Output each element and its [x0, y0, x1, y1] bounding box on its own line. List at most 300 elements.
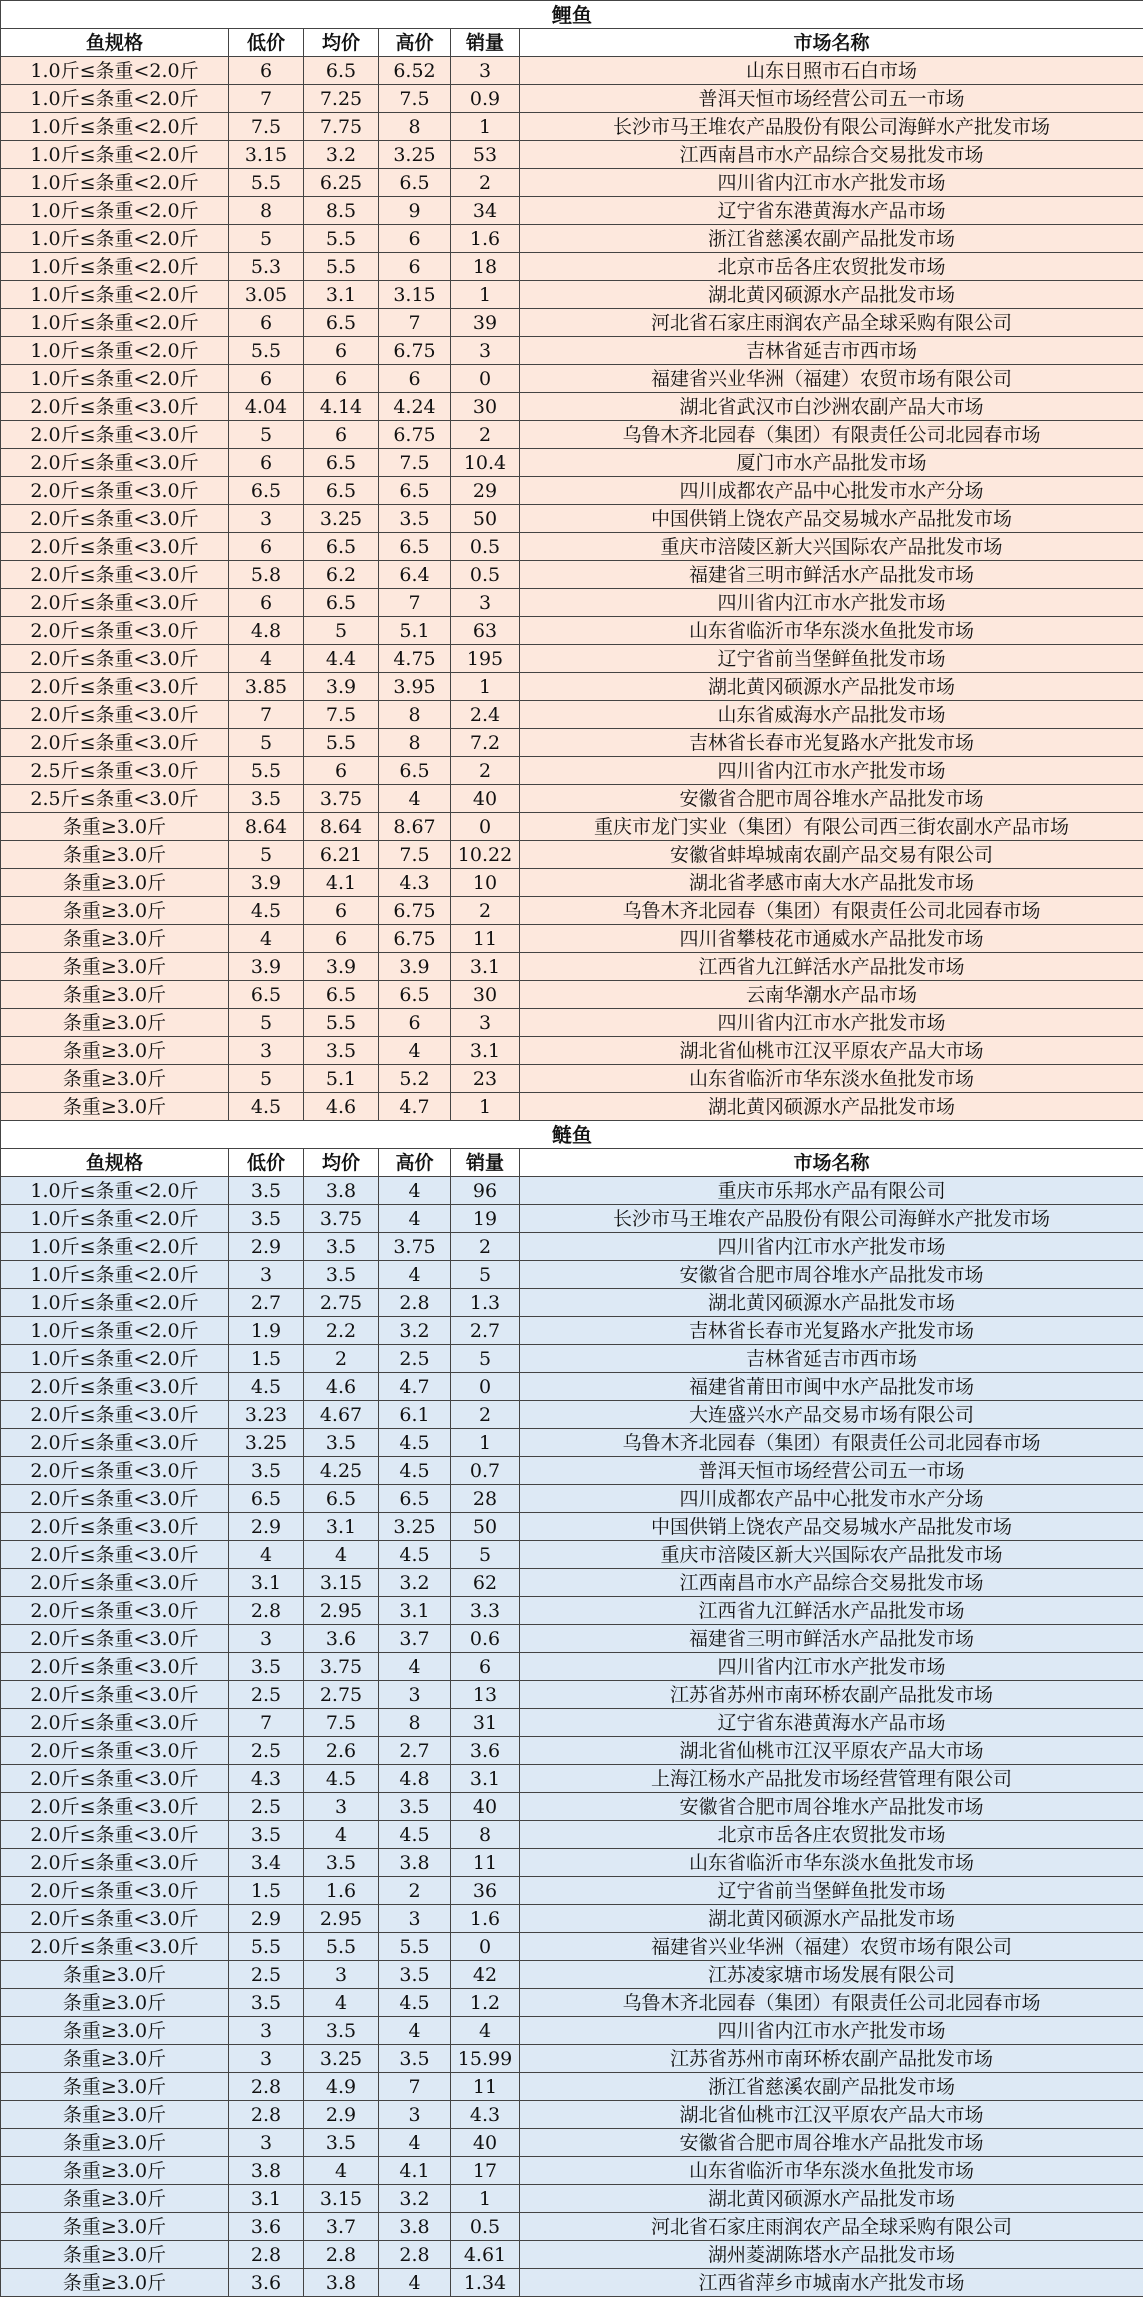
volume-cell: 23 — [451, 1065, 520, 1093]
volume-cell: 10.22 — [451, 841, 520, 869]
high-price-cell: 4.8 — [379, 1765, 451, 1793]
volume-cell: 8 — [451, 1821, 520, 1849]
table-row — [1, 197, 1143, 225]
spec-cell: 2.0斤≤条重<3.0斤 — [1, 1737, 229, 1765]
low-price-cell: 5 — [229, 225, 304, 253]
table-row — [1, 1345, 1143, 1373]
high-price-cell: 4 — [379, 2017, 451, 2045]
table-row — [1, 1541, 1143, 1569]
avg-price-cell: 3.8 — [304, 1177, 379, 1205]
market-name-cell: 江苏省苏州市南环桥农副产品批发市场 — [520, 1681, 1143, 1709]
avg-price-cell: 6.5 — [304, 449, 379, 477]
high-price-cell: 4.24 — [379, 393, 451, 421]
table-row — [1, 505, 1143, 533]
spec-cell: 条重≥3.0斤 — [1, 841, 229, 869]
low-price-cell: 2.9 — [229, 1513, 304, 1541]
table-row — [1, 85, 1143, 113]
spec-cell: 2.0斤≤条重<3.0斤 — [1, 617, 229, 645]
market-name-cell: 四川省攀枝花市通威水产品批发市场 — [520, 925, 1143, 953]
spec-cell: 条重≥3.0斤 — [1, 1093, 229, 1121]
high-price-cell: 6.5 — [379, 757, 451, 785]
low-price-cell: 3 — [229, 2129, 304, 2157]
table-row — [1, 2129, 1143, 2157]
high-price-cell: 3.25 — [379, 1513, 451, 1541]
spec-cell: 2.0斤≤条重<3.0斤 — [1, 1681, 229, 1709]
high-price-cell: 6.75 — [379, 337, 451, 365]
avg-price-cell: 3.5 — [304, 2017, 379, 2045]
market-name-cell: 四川省内江市水产批发市场 — [520, 1233, 1143, 1261]
spec-cell: 2.0斤≤条重<3.0斤 — [1, 1933, 229, 1961]
spec-cell: 2.0斤≤条重<3.0斤 — [1, 1401, 229, 1429]
high-price-cell: 3.15 — [379, 281, 451, 309]
market-name-cell: 湖北省仙桃市江汉平原农产品大市场 — [520, 1037, 1143, 1065]
table-row — [1, 57, 1143, 85]
high-price-cell: 6.75 — [379, 925, 451, 953]
low-price-cell: 3.5 — [229, 1457, 304, 1485]
market-name-cell: 江苏省苏州市南环桥农副产品批发市场 — [520, 2045, 1143, 2073]
header-volume: 销量 — [451, 29, 520, 57]
low-price-cell: 5 — [229, 1009, 304, 1037]
spec-cell: 1.0斤≤条重<2.0斤 — [1, 1317, 229, 1345]
volume-cell: 1 — [451, 673, 520, 701]
high-price-cell: 2.8 — [379, 1289, 451, 1317]
low-price-cell: 6 — [229, 309, 304, 337]
table-row — [1, 449, 1143, 477]
table-row — [1, 1233, 1143, 1261]
avg-price-cell: 3.1 — [304, 1513, 379, 1541]
spec-cell: 2.0斤≤条重<3.0斤 — [1, 1793, 229, 1821]
table-row — [1, 1849, 1143, 1877]
spec-cell: 条重≥3.0斤 — [1, 2017, 229, 2045]
section-title: 鲤鱼 — [1, 1, 1143, 29]
section-title-row — [1, 1, 1143, 29]
high-price-cell: 3.2 — [379, 1317, 451, 1345]
market-name-cell: 乌鲁木齐北园春（集团）有限责任公司北园春市场 — [520, 421, 1143, 449]
high-price-cell: 4 — [379, 1037, 451, 1065]
avg-price-cell: 6.5 — [304, 981, 379, 1009]
volume-cell: 19 — [451, 1205, 520, 1233]
table-row — [1, 1177, 1143, 1205]
volume-cell: 40 — [451, 2129, 520, 2157]
spec-cell: 1.0斤≤条重<2.0斤 — [1, 309, 229, 337]
high-price-cell: 4 — [379, 1177, 451, 1205]
volume-cell: 0 — [451, 813, 520, 841]
low-price-cell: 5.5 — [229, 757, 304, 785]
market-name-cell: 重庆市乐邦水产品有限公司 — [520, 1177, 1143, 1205]
header-volume: 销量 — [451, 1149, 520, 1177]
avg-price-cell: 6.25 — [304, 169, 379, 197]
spec-cell: 条重≥3.0斤 — [1, 2101, 229, 2129]
market-name-cell: 安徽省合肥市周谷堆水产品批发市场 — [520, 785, 1143, 813]
high-price-cell: 6.75 — [379, 897, 451, 925]
market-name-cell: 大连盛兴水产品交易市场有限公司 — [520, 1401, 1143, 1429]
table-row — [1, 673, 1143, 701]
market-name-cell: 河北省石家庄雨润农产品全球采购有限公司 — [520, 309, 1143, 337]
volume-cell: 10 — [451, 869, 520, 897]
spec-cell: 2.0斤≤条重<3.0斤 — [1, 589, 229, 617]
avg-price-cell: 4.6 — [304, 1093, 379, 1121]
spec-cell: 2.0斤≤条重<3.0斤 — [1, 561, 229, 589]
low-price-cell: 4 — [229, 1541, 304, 1569]
low-price-cell: 3.9 — [229, 869, 304, 897]
low-price-cell: 2.7 — [229, 1289, 304, 1317]
avg-price-cell: 5.5 — [304, 253, 379, 281]
low-price-cell: 6 — [229, 449, 304, 477]
high-price-cell: 5.2 — [379, 1065, 451, 1093]
volume-cell: 50 — [451, 1513, 520, 1541]
volume-cell: 1 — [451, 2185, 520, 2213]
avg-price-cell: 4.5 — [304, 1765, 379, 1793]
volume-cell: 11 — [451, 925, 520, 953]
table-row — [1, 897, 1143, 925]
high-price-cell: 4.75 — [379, 645, 451, 673]
market-name-cell: 江苏凌家塘市场发展有限公司 — [520, 1961, 1143, 1989]
low-price-cell: 7 — [229, 85, 304, 113]
avg-price-cell: 3.15 — [304, 2185, 379, 2213]
spec-cell: 条重≥3.0斤 — [1, 1009, 229, 1037]
high-price-cell: 4 — [379, 1205, 451, 1233]
low-price-cell: 7 — [229, 701, 304, 729]
avg-price-cell: 2.75 — [304, 1289, 379, 1317]
market-name-cell: 重庆市龙门实业（集团）有限公司西三街农副水产品市场 — [520, 813, 1143, 841]
high-price-cell: 3.5 — [379, 2045, 451, 2073]
market-name-cell: 上海江杨水产品批发市场经营管理有限公司 — [520, 1765, 1143, 1793]
table-row — [1, 1261, 1143, 1289]
market-name-cell: 山东省临沂市华东淡水鱼批发市场 — [520, 617, 1143, 645]
market-name-cell: 湖北黄冈硕源水产品批发市场 — [520, 1289, 1143, 1317]
volume-cell: 96 — [451, 1177, 520, 1205]
high-price-cell: 4 — [379, 2269, 451, 2297]
high-price-cell: 6.5 — [379, 981, 451, 1009]
spec-cell: 2.0斤≤条重<3.0斤 — [1, 1373, 229, 1401]
spec-cell: 2.5斤≤条重<3.0斤 — [1, 757, 229, 785]
avg-price-cell: 3.2 — [304, 141, 379, 169]
market-name-cell: 吉林省长春市光复路水产批发市场 — [520, 729, 1143, 757]
spec-cell: 1.0斤≤条重<2.0斤 — [1, 365, 229, 393]
market-name-cell: 四川成都农产品中心批发市水产分场 — [520, 1485, 1143, 1513]
market-name-cell: 江西省萍乡市城南水产批发市场 — [520, 2269, 1143, 2297]
volume-cell: 10.4 — [451, 449, 520, 477]
volume-cell: 13 — [451, 1681, 520, 1709]
market-name-cell: 湖北省仙桃市江汉平原农产品大市场 — [520, 2101, 1143, 2129]
table-row — [1, 1457, 1143, 1485]
table-row — [1, 841, 1143, 869]
spec-cell: 2.0斤≤条重<3.0斤 — [1, 1457, 229, 1485]
avg-price-cell: 3.7 — [304, 2213, 379, 2241]
high-price-cell: 3 — [379, 2101, 451, 2129]
spec-cell: 2.5斤≤条重<3.0斤 — [1, 785, 229, 813]
low-price-cell: 2.8 — [229, 2101, 304, 2129]
volume-cell: 0 — [451, 1933, 520, 1961]
low-price-cell: 3 — [229, 505, 304, 533]
high-price-cell: 3.9 — [379, 953, 451, 981]
low-price-cell: 2.8 — [229, 1597, 304, 1625]
volume-cell: 53 — [451, 141, 520, 169]
volume-cell: 4.61 — [451, 2241, 520, 2269]
volume-cell: 1.34 — [451, 2269, 520, 2297]
market-name-cell: 云南华潮水产品市场 — [520, 981, 1143, 1009]
high-price-cell: 3 — [379, 1905, 451, 1933]
low-price-cell: 3.6 — [229, 2269, 304, 2297]
volume-cell: 7.2 — [451, 729, 520, 757]
high-price-cell: 8.67 — [379, 813, 451, 841]
header-high-price: 高价 — [379, 1149, 451, 1177]
table-row — [1, 169, 1143, 197]
avg-price-cell: 3.5 — [304, 2129, 379, 2157]
low-price-cell: 6 — [229, 533, 304, 561]
avg-price-cell: 3.5 — [304, 1261, 379, 1289]
avg-price-cell: 3.8 — [304, 2269, 379, 2297]
spec-cell: 1.0斤≤条重<2.0斤 — [1, 141, 229, 169]
header-spec: 鱼规格 — [1, 29, 229, 57]
volume-cell: 18 — [451, 253, 520, 281]
spec-cell: 条重≥3.0斤 — [1, 897, 229, 925]
high-price-cell: 3.5 — [379, 1793, 451, 1821]
table-row — [1, 253, 1143, 281]
spec-cell: 条重≥3.0斤 — [1, 953, 229, 981]
table-row — [1, 365, 1143, 393]
high-price-cell: 4.7 — [379, 1373, 451, 1401]
spec-cell: 条重≥3.0斤 — [1, 2241, 229, 2269]
volume-cell: 2 — [451, 1401, 520, 1429]
table-row — [1, 2241, 1143, 2269]
avg-price-cell: 6 — [304, 421, 379, 449]
high-price-cell: 4 — [379, 785, 451, 813]
avg-price-cell: 4.25 — [304, 1457, 379, 1485]
market-name-cell: 四川省内江市水产批发市场 — [520, 1009, 1143, 1037]
spec-cell: 条重≥3.0斤 — [1, 2129, 229, 2157]
spec-cell: 2.0斤≤条重<3.0斤 — [1, 1821, 229, 1849]
table-row — [1, 589, 1143, 617]
market-name-cell: 北京市岳各庄农贸批发市场 — [520, 1821, 1143, 1849]
avg-price-cell: 4.1 — [304, 869, 379, 897]
market-name-cell: 四川成都农产品中心批发市水产分场 — [520, 477, 1143, 505]
avg-price-cell: 5 — [304, 617, 379, 645]
avg-price-cell: 3.75 — [304, 1653, 379, 1681]
avg-price-cell: 3.75 — [304, 1205, 379, 1233]
high-price-cell: 3.8 — [379, 1849, 451, 1877]
low-price-cell: 4.5 — [229, 1093, 304, 1121]
avg-price-cell: 4.4 — [304, 645, 379, 673]
volume-cell: 0.5 — [451, 533, 520, 561]
volume-cell: 42 — [451, 1961, 520, 1989]
low-price-cell: 2.8 — [229, 2073, 304, 2101]
volume-cell: 1.6 — [451, 225, 520, 253]
volume-cell: 0.6 — [451, 1625, 520, 1653]
table-row — [1, 141, 1143, 169]
avg-price-cell: 7.5 — [304, 1709, 379, 1737]
high-price-cell: 3.5 — [379, 1961, 451, 1989]
high-price-cell: 3 — [379, 1681, 451, 1709]
table-row — [1, 1793, 1143, 1821]
market-name-cell: 中国供销上饶农产品交易城水产品批发市场 — [520, 505, 1143, 533]
section-title: 鲢鱼 — [1, 1121, 1143, 1149]
avg-price-cell: 6.5 — [304, 589, 379, 617]
volume-cell: 0.9 — [451, 85, 520, 113]
high-price-cell: 8 — [379, 1709, 451, 1737]
table-row — [1, 925, 1143, 953]
table-row — [1, 1065, 1143, 1093]
spec-cell: 条重≥3.0斤 — [1, 981, 229, 1009]
volume-cell: 5 — [451, 1345, 520, 1373]
high-price-cell: 8 — [379, 701, 451, 729]
spec-cell: 条重≥3.0斤 — [1, 2269, 229, 2297]
volume-cell: 34 — [451, 197, 520, 225]
table-row — [1, 309, 1143, 337]
low-price-cell: 5 — [229, 729, 304, 757]
low-price-cell: 6.5 — [229, 1485, 304, 1513]
low-price-cell: 3.5 — [229, 1653, 304, 1681]
volume-cell: 31 — [451, 1709, 520, 1737]
market-name-cell: 湖州菱湖陈塔水产品批发市场 — [520, 2241, 1143, 2269]
volume-cell: 1.2 — [451, 1989, 520, 2017]
volume-cell: 0.7 — [451, 1457, 520, 1485]
spec-cell: 2.0斤≤条重<3.0斤 — [1, 701, 229, 729]
volume-cell: 63 — [451, 617, 520, 645]
low-price-cell: 1.5 — [229, 1877, 304, 1905]
market-name-cell: 湖北省武汉市白沙洲农副产品大市场 — [520, 393, 1143, 421]
avg-price-cell: 4 — [304, 1541, 379, 1569]
market-name-cell: 安徽省合肥市周谷堆水产品批发市场 — [520, 1261, 1143, 1289]
volume-cell: 5 — [451, 1261, 520, 1289]
table-row — [1, 561, 1143, 589]
market-name-cell: 湖北黄冈硕源水产品批发市场 — [520, 281, 1143, 309]
market-name-cell: 长沙市马王堆农产品股份有限公司海鲜水产批发市场 — [520, 113, 1143, 141]
avg-price-cell: 7.75 — [304, 113, 379, 141]
low-price-cell: 1.9 — [229, 1317, 304, 1345]
spec-cell: 1.0斤≤条重<2.0斤 — [1, 1289, 229, 1317]
avg-price-cell: 4.67 — [304, 1401, 379, 1429]
high-price-cell: 6.4 — [379, 561, 451, 589]
high-price-cell: 6.75 — [379, 421, 451, 449]
low-price-cell: 5.3 — [229, 253, 304, 281]
high-price-cell: 4 — [379, 1261, 451, 1289]
volume-cell: 2.4 — [451, 701, 520, 729]
volume-cell: 1 — [451, 1429, 520, 1457]
low-price-cell: 5 — [229, 841, 304, 869]
low-price-cell: 5.8 — [229, 561, 304, 589]
low-price-cell: 2.5 — [229, 1737, 304, 1765]
table-row — [1, 2269, 1143, 2297]
volume-cell: 17 — [451, 2157, 520, 2185]
high-price-cell: 3.95 — [379, 673, 451, 701]
table-row — [1, 1401, 1143, 1429]
avg-price-cell: 5.5 — [304, 729, 379, 757]
volume-cell: 3 — [451, 337, 520, 365]
market-name-cell: 安徽省蚌埠城南农副产品交易有限公司 — [520, 841, 1143, 869]
avg-price-cell: 2.9 — [304, 2101, 379, 2129]
low-price-cell: 3.4 — [229, 1849, 304, 1877]
market-name-cell: 乌鲁木齐北园春（集团）有限责任公司北园春市场 — [520, 1429, 1143, 1457]
avg-price-cell: 1.6 — [304, 1877, 379, 1905]
spec-cell: 2.0斤≤条重<3.0斤 — [1, 645, 229, 673]
low-price-cell: 6 — [229, 57, 304, 85]
high-price-cell: 2.7 — [379, 1737, 451, 1765]
avg-price-cell: 6.2 — [304, 561, 379, 589]
high-price-cell: 4.5 — [379, 1989, 451, 2017]
low-price-cell: 5 — [229, 1065, 304, 1093]
table-row — [1, 281, 1143, 309]
high-price-cell: 6.5 — [379, 477, 451, 505]
market-name-cell: 普洱天恒市场经营公司五一市场 — [520, 85, 1143, 113]
market-name-cell: 重庆市涪陵区新大兴国际农产品批发市场 — [520, 533, 1143, 561]
volume-cell: 28 — [451, 1485, 520, 1513]
high-price-cell: 5.1 — [379, 617, 451, 645]
low-price-cell: 3 — [229, 1037, 304, 1065]
table-row — [1, 785, 1143, 813]
volume-cell: 40 — [451, 1793, 520, 1821]
low-price-cell: 4.8 — [229, 617, 304, 645]
spec-cell: 条重≥3.0斤 — [1, 925, 229, 953]
avg-price-cell: 6.5 — [304, 477, 379, 505]
market-name-cell: 四川省内江市水产批发市场 — [520, 589, 1143, 617]
volume-cell: 39 — [451, 309, 520, 337]
market-name-cell: 福建省莆田市闽中水产品批发市场 — [520, 1373, 1143, 1401]
low-price-cell: 2.9 — [229, 1905, 304, 1933]
volume-cell: 4 — [451, 2017, 520, 2045]
spec-cell: 条重≥3.0斤 — [1, 2185, 229, 2213]
avg-price-cell: 3.25 — [304, 2045, 379, 2073]
volume-cell: 1.6 — [451, 1905, 520, 1933]
low-price-cell: 2.9 — [229, 1233, 304, 1261]
high-price-cell: 4.5 — [379, 1541, 451, 1569]
volume-cell: 5 — [451, 1541, 520, 1569]
high-price-cell: 3.75 — [379, 1233, 451, 1261]
low-price-cell: 3 — [229, 2017, 304, 2045]
spec-cell: 2.0斤≤条重<3.0斤 — [1, 505, 229, 533]
avg-price-cell: 5.5 — [304, 1933, 379, 1961]
avg-price-cell: 3 — [304, 1961, 379, 1989]
table-row — [1, 1485, 1143, 1513]
table-row — [1, 1961, 1143, 1989]
avg-price-cell: 4.14 — [304, 393, 379, 421]
spec-cell: 2.0斤≤条重<3.0斤 — [1, 449, 229, 477]
spec-cell: 条重≥3.0斤 — [1, 1037, 229, 1065]
avg-price-cell: 3.15 — [304, 1569, 379, 1597]
avg-price-cell: 4 — [304, 2157, 379, 2185]
spec-cell: 条重≥3.0斤 — [1, 1961, 229, 1989]
avg-price-cell: 8.5 — [304, 197, 379, 225]
volume-cell: 11 — [451, 2073, 520, 2101]
spec-cell: 1.0斤≤条重<2.0斤 — [1, 253, 229, 281]
volume-cell: 40 — [451, 785, 520, 813]
low-price-cell: 4 — [229, 925, 304, 953]
high-price-cell: 8 — [379, 113, 451, 141]
high-price-cell: 3.8 — [379, 2213, 451, 2241]
high-price-cell: 4 — [379, 1653, 451, 1681]
low-price-cell: 4.5 — [229, 1373, 304, 1401]
spec-cell: 1.0斤≤条重<2.0斤 — [1, 85, 229, 113]
low-price-cell: 3.05 — [229, 281, 304, 309]
table-row — [1, 1205, 1143, 1233]
market-name-cell: 湖北黄冈硕源水产品批发市场 — [520, 1905, 1143, 1933]
spec-cell: 2.0斤≤条重<3.0斤 — [1, 1597, 229, 1625]
market-name-cell: 辽宁省前当堡鲜鱼批发市场 — [520, 1877, 1143, 1905]
low-price-cell: 3.5 — [229, 785, 304, 813]
low-price-cell: 5.5 — [229, 337, 304, 365]
spec-cell: 条重≥3.0斤 — [1, 869, 229, 897]
market-name-cell: 中国供销上饶农产品交易城水产品批发市场 — [520, 1513, 1143, 1541]
avg-price-cell: 5.1 — [304, 1065, 379, 1093]
low-price-cell: 3.25 — [229, 1429, 304, 1457]
volume-cell: 50 — [451, 505, 520, 533]
avg-price-cell: 3.75 — [304, 785, 379, 813]
table-row — [1, 981, 1143, 1009]
volume-cell: 3 — [451, 1009, 520, 1037]
low-price-cell: 3.23 — [229, 1401, 304, 1429]
avg-price-cell: 3.5 — [304, 1849, 379, 1877]
avg-price-cell: 6.5 — [304, 533, 379, 561]
